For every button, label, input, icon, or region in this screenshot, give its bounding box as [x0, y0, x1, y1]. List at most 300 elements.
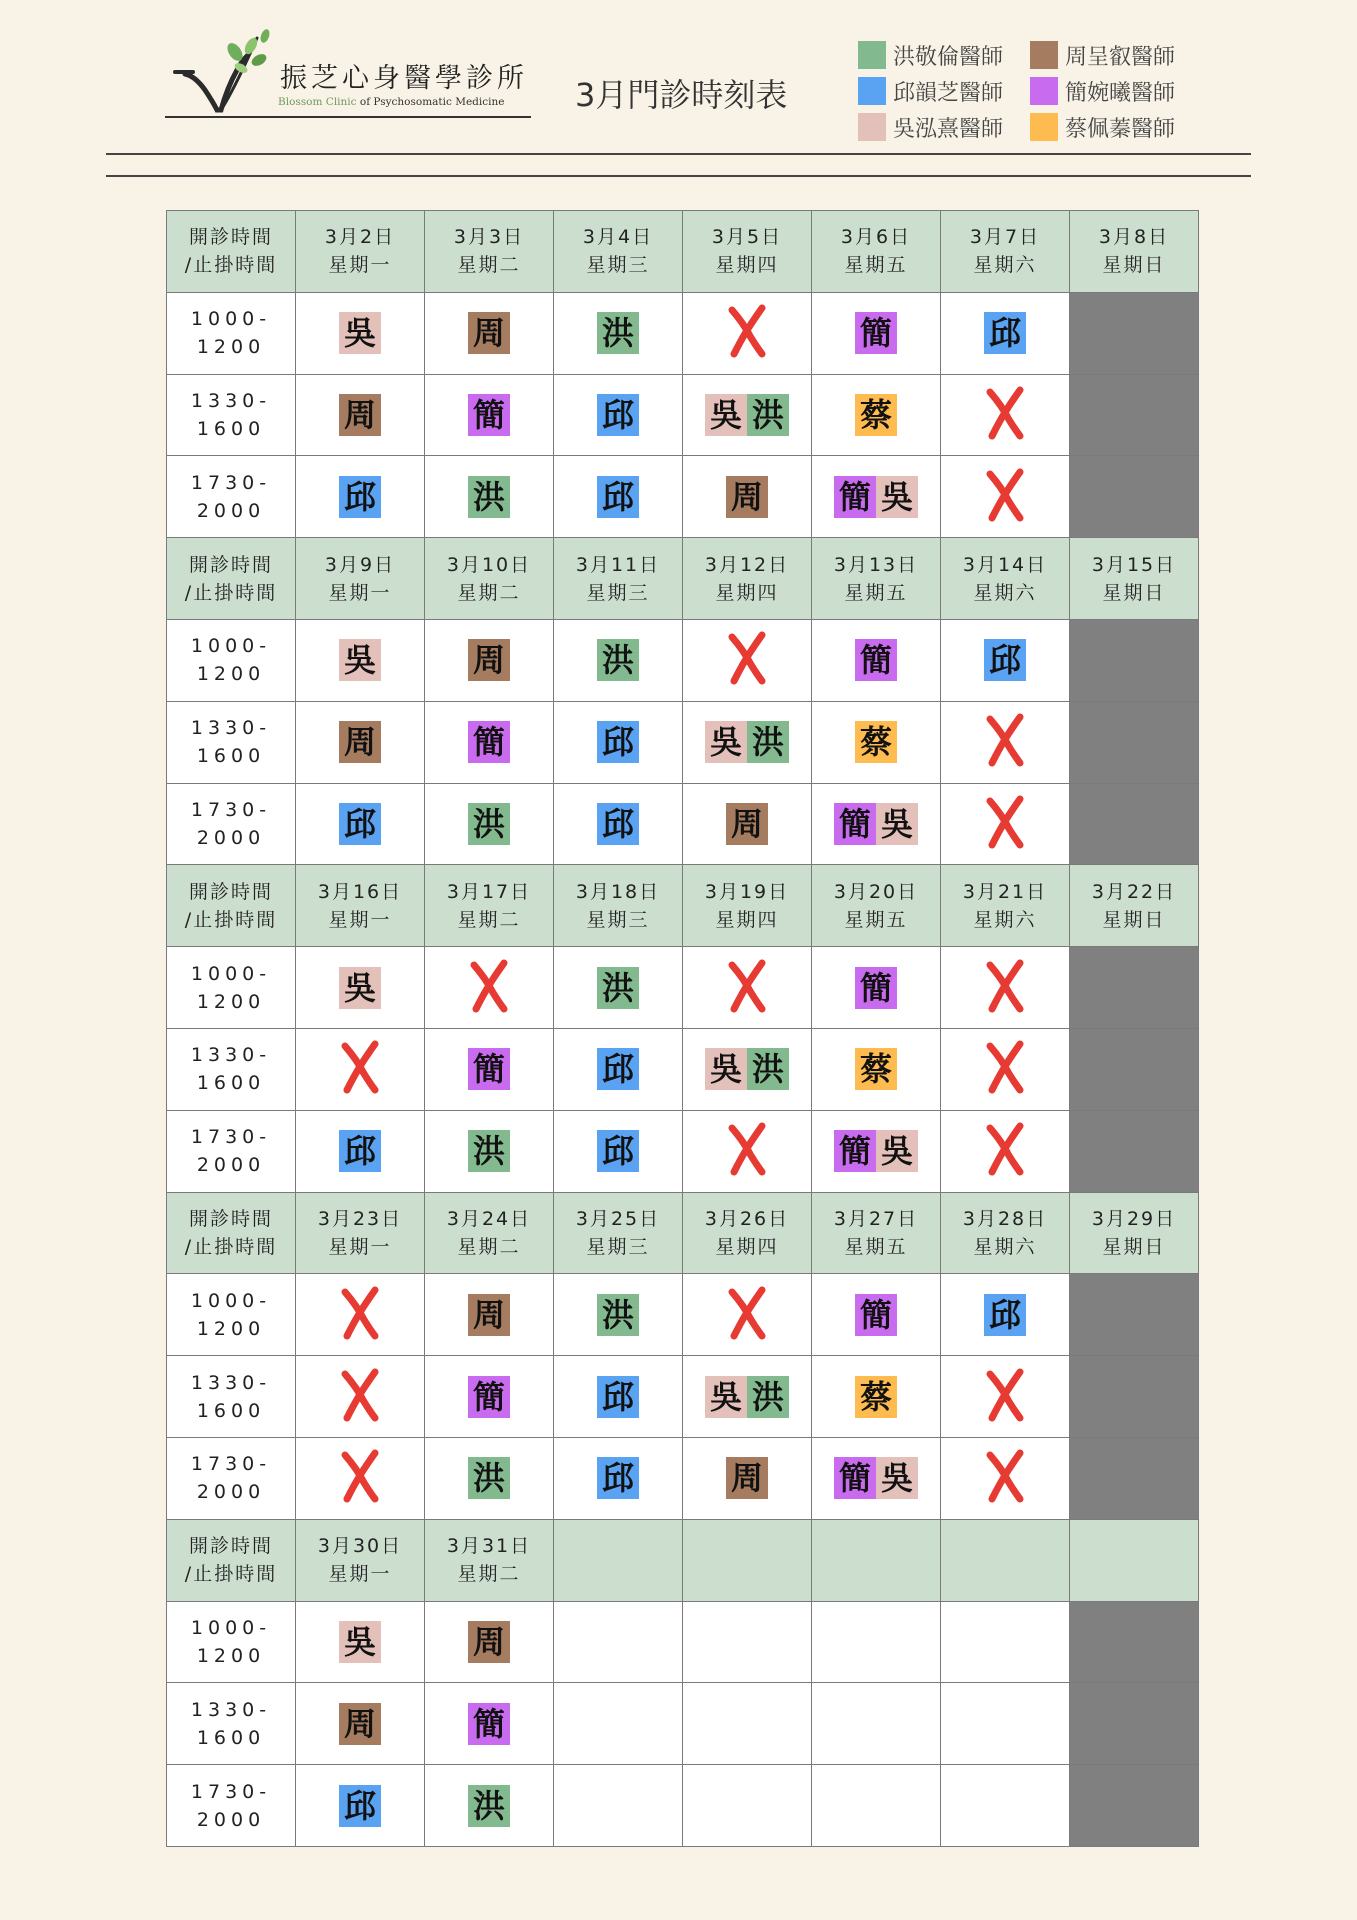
doctor-badges — [597, 639, 639, 681]
date-header-cell — [425, 1192, 554, 1274]
doctor-badge: 洪 — [468, 476, 510, 518]
doctor-badges — [597, 312, 639, 354]
doctor-cell — [425, 1683, 554, 1765]
closed-x-icon — [339, 1040, 381, 1094]
date-header-cell — [296, 1192, 425, 1274]
time-slot-row — [167, 1683, 1199, 1765]
doctor-badge: 洪 — [597, 312, 639, 354]
no-clinic-cell — [296, 1356, 425, 1438]
cell-line-2: 星期三 — [586, 581, 650, 604]
closed-x-icon — [726, 1286, 768, 1340]
doctor-badges — [726, 1457, 768, 1499]
cell-line-2: 星期三 — [586, 908, 650, 931]
doctor-cell — [554, 292, 683, 374]
time-slot-cell — [167, 1028, 296, 1110]
cell-line-2: 1600 — [196, 1072, 266, 1095]
doctor-badge: 邱 — [597, 803, 639, 845]
doctor-badge: 簡 — [855, 1294, 897, 1336]
no-clinic-cell — [683, 619, 812, 701]
cell-line-2: 星期四 — [715, 908, 779, 931]
no-clinic-cell — [941, 374, 1070, 456]
doctor-badge: 洪 — [747, 1376, 789, 1418]
date-header-cell — [812, 865, 941, 947]
doctor-badges — [339, 1621, 381, 1663]
date-header-cell — [683, 1519, 812, 1601]
cell-line-2: 星期一 — [328, 1563, 392, 1586]
date-header-cell — [941, 538, 1070, 620]
closed-cell — [1070, 374, 1199, 456]
doctor-badge: 簡 — [834, 476, 876, 518]
doctor-cell — [683, 783, 812, 865]
doctor-badge: 蔡 — [855, 721, 897, 763]
header-divider — [106, 175, 1251, 177]
closed-x-icon — [984, 1040, 1026, 1094]
doctor-badge: 簡 — [468, 1048, 510, 1090]
doctor-cell — [683, 1437, 812, 1519]
legend-label: 蔡佩蓁醫師 — [1065, 116, 1176, 142]
cell-line-1: 1000- — [190, 308, 272, 331]
doctor-badge: 洪 — [747, 394, 789, 436]
doctor-cell — [941, 1274, 1070, 1356]
date-header-cell — [683, 865, 812, 947]
doctor-cell — [812, 619, 941, 701]
legend-swatch — [858, 77, 886, 105]
doctor-badges — [855, 721, 897, 763]
empty-cell — [812, 1683, 941, 1765]
cell-line-2: 星期三 — [586, 254, 650, 277]
doctor-badge: 洪 — [597, 639, 639, 681]
doctor-badge: 洪 — [597, 1294, 639, 1336]
legend-label: 吳泓熹醫師 — [893, 116, 1004, 142]
doctor-badges — [339, 1703, 381, 1745]
time-slot-row — [167, 1110, 1199, 1192]
empty-cell — [554, 1683, 683, 1765]
closed-x-icon — [726, 631, 768, 685]
doctor-badge: 吳 — [705, 1376, 747, 1418]
legend-swatch — [1030, 77, 1058, 105]
closed-cell — [1070, 701, 1199, 783]
cell-line-1: 3月3日 — [453, 226, 525, 249]
doctor-badge: 邱 — [597, 1376, 639, 1418]
doctor-badge: 吳 — [876, 476, 918, 518]
doctor-cell — [296, 1765, 425, 1847]
doctor-badge: 簡 — [468, 721, 510, 763]
cell-line-1: 3月2日 — [324, 226, 396, 249]
doctor-cell — [554, 1110, 683, 1192]
cell-line-1: 3月25日 — [575, 1207, 661, 1230]
doctor-badges — [339, 394, 381, 436]
doctor-badges — [597, 721, 639, 763]
doctor-cell — [425, 1028, 554, 1110]
doctor-cell — [296, 1110, 425, 1192]
time-header-cell — [167, 865, 296, 947]
date-header-cell — [812, 1192, 941, 1274]
doctor-badges — [597, 1130, 639, 1172]
empty-cell — [554, 1765, 683, 1847]
doctor-badges — [339, 803, 381, 845]
time-slot-cell — [167, 1601, 296, 1683]
doctor-badge: 周 — [339, 1703, 381, 1745]
legend-item — [1030, 40, 1175, 70]
doctor-badges — [468, 803, 510, 845]
doctor-cell — [941, 292, 1070, 374]
cell-line-1: 3月18日 — [575, 880, 661, 903]
doctor-badge: 邱 — [597, 1457, 639, 1499]
doctor-badge: 吳 — [339, 312, 381, 354]
doctor-badges — [705, 394, 789, 436]
cell-line-2: 2000 — [196, 499, 266, 522]
cell-line-1: 3月21日 — [962, 880, 1048, 903]
doctor-badge: 周 — [726, 803, 768, 845]
cell-line-2: /止掛時間 — [184, 1563, 278, 1586]
time-slot-cell — [167, 1274, 296, 1356]
doctor-badge: 周 — [468, 312, 510, 354]
cell-line-2: /止掛時間 — [184, 1235, 278, 1258]
time-header-cell — [167, 1192, 296, 1274]
date-header-cell — [296, 1519, 425, 1601]
closed-x-icon — [984, 468, 1026, 522]
doctor-cell — [425, 619, 554, 701]
doctor-badge: 邱 — [984, 1294, 1026, 1336]
legend-item — [1030, 76, 1175, 106]
date-header-cell — [296, 538, 425, 620]
closed-x-icon — [339, 1449, 381, 1503]
time-slot-cell — [167, 1356, 296, 1438]
no-clinic-cell — [941, 456, 1070, 538]
doctor-cell — [812, 1028, 941, 1110]
doctor-badge: 蔡 — [855, 394, 897, 436]
week-header-row — [167, 538, 1199, 620]
no-clinic-cell — [296, 1437, 425, 1519]
doctor-cell — [812, 1110, 941, 1192]
doctor-badge: 邱 — [984, 312, 1026, 354]
doctor-cell — [425, 1110, 554, 1192]
doctor-cell — [425, 1274, 554, 1356]
doctor-badge: 簡 — [468, 1703, 510, 1745]
date-header-cell — [1070, 1519, 1199, 1601]
cell-line-1: 3月22日 — [1091, 880, 1177, 903]
doctor-badge: 洪 — [597, 967, 639, 1009]
cell-line-1: 1330- — [190, 389, 272, 412]
cell-line-1: 3月24日 — [446, 1207, 532, 1230]
doctor-cell — [683, 1356, 812, 1438]
page-header — [0, 0, 1357, 160]
date-header-cell — [1070, 865, 1199, 947]
cell-line-2: 2000 — [196, 1481, 266, 1504]
doctor-cell — [425, 374, 554, 456]
closed-x-icon — [984, 713, 1026, 767]
schedule-table — [166, 210, 1199, 1847]
empty-cell — [812, 1765, 941, 1847]
cell-line-2: 1600 — [196, 417, 266, 440]
doctor-badges — [855, 1294, 897, 1336]
legend-item — [858, 112, 1003, 142]
doctor-badge: 簡 — [468, 1376, 510, 1418]
cell-line-1: 1730- — [190, 798, 272, 821]
doctor-cell — [425, 1356, 554, 1438]
cell-line-1: 3月31日 — [446, 1535, 532, 1558]
legend-swatch — [858, 41, 886, 69]
doctor-badges — [855, 394, 897, 436]
date-header-cell — [425, 538, 554, 620]
doctor-cell — [425, 1765, 554, 1847]
doctor-badges — [339, 639, 381, 681]
closed-x-icon — [468, 959, 510, 1013]
time-slot-row — [167, 456, 1199, 538]
cell-line-1: 1330- — [190, 1698, 272, 1721]
closed-cell — [1070, 619, 1199, 701]
closed-x-icon — [984, 1122, 1026, 1176]
doctor-badge: 邱 — [597, 394, 639, 436]
doctor-badges — [597, 1376, 639, 1418]
legend-label: 簡婉曦醫師 — [1065, 80, 1176, 106]
legend-swatch — [858, 113, 886, 141]
doctor-badges — [984, 312, 1026, 354]
doctor-badge: 邱 — [597, 1048, 639, 1090]
time-slot-cell — [167, 947, 296, 1029]
cell-line-1: 3月8日 — [1098, 226, 1170, 249]
time-slot-cell — [167, 1765, 296, 1847]
doctor-cell — [296, 701, 425, 783]
cell-line-2: 2000 — [196, 1808, 266, 1831]
doctor-badge: 洪 — [468, 1130, 510, 1172]
doctor-badge: 周 — [726, 476, 768, 518]
cell-line-2: 星期一 — [328, 254, 392, 277]
date-header-cell — [683, 1192, 812, 1274]
cell-line-2: 1600 — [196, 1399, 266, 1422]
cell-line-1: 3月5日 — [711, 226, 783, 249]
cell-line-1: 3月27日 — [833, 1207, 919, 1230]
doctor-cell — [554, 374, 683, 456]
cell-line-2: 1200 — [196, 1644, 266, 1667]
cell-line-1: 3月4日 — [582, 226, 654, 249]
doctor-badge: 洪 — [468, 803, 510, 845]
cell-line-1: 3月20日 — [833, 880, 919, 903]
doctor-cell — [425, 1437, 554, 1519]
week-header-row — [167, 1192, 1199, 1274]
cell-line-2: 星期二 — [457, 1563, 521, 1586]
date-header-cell — [941, 1192, 1070, 1274]
doctor-badge: 邱 — [339, 1130, 381, 1172]
cell-line-1: 1730- — [190, 1780, 272, 1803]
time-slot-row — [167, 1274, 1199, 1356]
cell-line-2: 星期二 — [457, 1235, 521, 1258]
cell-line-2: 星期五 — [844, 254, 908, 277]
doctor-badge: 簡 — [468, 394, 510, 436]
date-header-cell — [1070, 538, 1199, 620]
cell-line-2: 2000 — [196, 826, 266, 849]
doctor-badge: 邱 — [597, 476, 639, 518]
closed-cell — [1070, 1765, 1199, 1847]
date-header-cell — [683, 211, 812, 293]
doctor-badges — [468, 1130, 510, 1172]
empty-cell — [812, 1601, 941, 1683]
no-clinic-cell — [683, 292, 812, 374]
doctor-badge: 簡 — [855, 639, 897, 681]
doctor-cell — [554, 1356, 683, 1438]
closed-cell — [1070, 947, 1199, 1029]
closed-x-icon — [339, 1368, 381, 1422]
doctor-badges — [834, 1457, 918, 1499]
doctor-badge: 洪 — [747, 721, 789, 763]
doctor-badges — [834, 1130, 918, 1172]
doctor-badges — [468, 1376, 510, 1418]
week-header-row — [167, 1519, 1199, 1601]
time-slot-cell — [167, 1683, 296, 1765]
doctor-badge: 簡 — [834, 803, 876, 845]
doctor-badges — [339, 1130, 381, 1172]
cell-line-2: 星期一 — [328, 1235, 392, 1258]
empty-cell — [941, 1601, 1070, 1683]
doctor-badge: 蔡 — [855, 1376, 897, 1418]
date-header-cell — [296, 865, 425, 947]
time-slot-cell — [167, 701, 296, 783]
doctor-badges — [468, 1048, 510, 1090]
doctor-badges — [597, 803, 639, 845]
time-slot-row — [167, 1028, 1199, 1110]
cell-line-1: 開診時間 — [188, 1207, 273, 1230]
doctor-badges — [339, 967, 381, 1009]
cell-line-1: 1000- — [190, 635, 272, 658]
doctor-cell — [812, 456, 941, 538]
cell-line-2: /止掛時間 — [184, 254, 278, 277]
time-slot-cell — [167, 783, 296, 865]
clinic-subtitle: Blossom Clinic of Psychosomatic Medicine — [278, 96, 505, 108]
cell-line-2: 1200 — [196, 336, 266, 359]
cell-line-2: 星期五 — [844, 908, 908, 931]
date-header-cell — [941, 865, 1070, 947]
doctor-badge: 吳 — [705, 1048, 747, 1090]
time-slot-row — [167, 1765, 1199, 1847]
cell-line-2: /止掛時間 — [184, 908, 278, 931]
cell-line-1: 1730- — [190, 1453, 272, 1476]
doctor-badges — [855, 312, 897, 354]
doctor-badge: 周 — [339, 721, 381, 763]
closed-x-icon — [726, 959, 768, 1013]
doctor-cell — [425, 456, 554, 538]
doctor-cell — [425, 701, 554, 783]
empty-cell — [683, 1601, 812, 1683]
cell-line-1: 開診時間 — [188, 226, 273, 249]
doctor-badge: 吳 — [339, 967, 381, 1009]
doctor-cell — [683, 374, 812, 456]
date-header-cell — [425, 211, 554, 293]
closed-cell — [1070, 783, 1199, 865]
time-slot-row — [167, 947, 1199, 1029]
time-slot-cell — [167, 456, 296, 538]
doctor-cell — [296, 456, 425, 538]
cell-line-2: 星期日 — [1102, 908, 1166, 931]
empty-cell — [554, 1601, 683, 1683]
no-clinic-cell — [296, 1028, 425, 1110]
doctor-cell — [554, 1437, 683, 1519]
cell-line-2: 星期二 — [457, 908, 521, 931]
doctor-cell — [941, 619, 1070, 701]
date-header-cell — [683, 538, 812, 620]
doctor-cell — [554, 456, 683, 538]
doctor-badge: 洪 — [747, 1048, 789, 1090]
cell-line-1: 1330- — [190, 1044, 272, 1067]
cell-line-1: 3月6日 — [840, 226, 912, 249]
no-clinic-cell — [683, 1110, 812, 1192]
cell-line-2: 星期二 — [457, 254, 521, 277]
doctor-cell — [812, 1356, 941, 1438]
logo-underline — [165, 116, 531, 118]
closed-cell — [1070, 1683, 1199, 1765]
cell-line-1: 1000- — [190, 1616, 272, 1639]
cell-line-2: 星期六 — [973, 1235, 1037, 1258]
doctor-badge: 洪 — [468, 1785, 510, 1827]
time-slot-row — [167, 783, 1199, 865]
doctor-badge: 邱 — [597, 721, 639, 763]
closed-x-icon — [984, 386, 1026, 440]
closed-x-icon — [339, 1286, 381, 1340]
doctor-badges — [705, 721, 789, 763]
doctor-cell — [812, 947, 941, 1029]
doctor-badge: 邱 — [339, 1785, 381, 1827]
doctor-cell — [554, 947, 683, 1029]
cell-line-2: 星期三 — [586, 1235, 650, 1258]
time-slot-row — [167, 701, 1199, 783]
date-header-cell — [554, 1192, 683, 1274]
no-clinic-cell — [941, 1437, 1070, 1519]
doctor-badge: 洪 — [468, 1457, 510, 1499]
doctor-badges — [597, 394, 639, 436]
no-clinic-cell — [941, 1028, 1070, 1110]
legend-label: 洪敬倫醫師 — [893, 44, 1004, 70]
doctor-cell — [683, 1028, 812, 1110]
cell-line-2: 星期四 — [715, 254, 779, 277]
legend-item — [858, 40, 1003, 70]
doctor-badges — [597, 1294, 639, 1336]
doctor-cell — [554, 701, 683, 783]
doctor-badges — [705, 1048, 789, 1090]
no-clinic-cell — [941, 1110, 1070, 1192]
doctor-badge: 簡 — [834, 1130, 876, 1172]
doctor-badge: 周 — [726, 1457, 768, 1499]
doctor-cell — [812, 292, 941, 374]
doctor-cell — [554, 1028, 683, 1110]
doctor-legend — [858, 40, 1198, 150]
doctor-badges — [597, 967, 639, 1009]
time-slot-cell — [167, 292, 296, 374]
legend-label: 周呈叡醫師 — [1065, 44, 1176, 70]
doctor-badges — [468, 721, 510, 763]
doctor-badges — [834, 803, 918, 845]
cell-line-2: 1200 — [196, 663, 266, 686]
doctor-badges — [855, 1376, 897, 1418]
cell-line-2: 星期五 — [844, 1235, 908, 1258]
time-header-cell — [167, 1519, 296, 1601]
cell-line-1: 3月15日 — [1091, 553, 1177, 576]
date-header-cell — [1070, 1192, 1199, 1274]
closed-x-icon — [984, 1449, 1026, 1503]
cell-line-1: 1730- — [190, 1126, 272, 1149]
header-divider — [106, 153, 1251, 155]
time-header-cell — [167, 211, 296, 293]
cell-line-2: 星期日 — [1102, 254, 1166, 277]
no-clinic-cell — [296, 1274, 425, 1356]
doctor-badges — [855, 967, 897, 1009]
doctor-cell — [296, 292, 425, 374]
doctor-cell — [683, 701, 812, 783]
no-clinic-cell — [941, 1356, 1070, 1438]
doctor-cell — [812, 1274, 941, 1356]
doctor-badges — [339, 721, 381, 763]
doctor-badges — [834, 476, 918, 518]
week-header-row — [167, 865, 1199, 947]
doctor-badge: 周 — [339, 394, 381, 436]
